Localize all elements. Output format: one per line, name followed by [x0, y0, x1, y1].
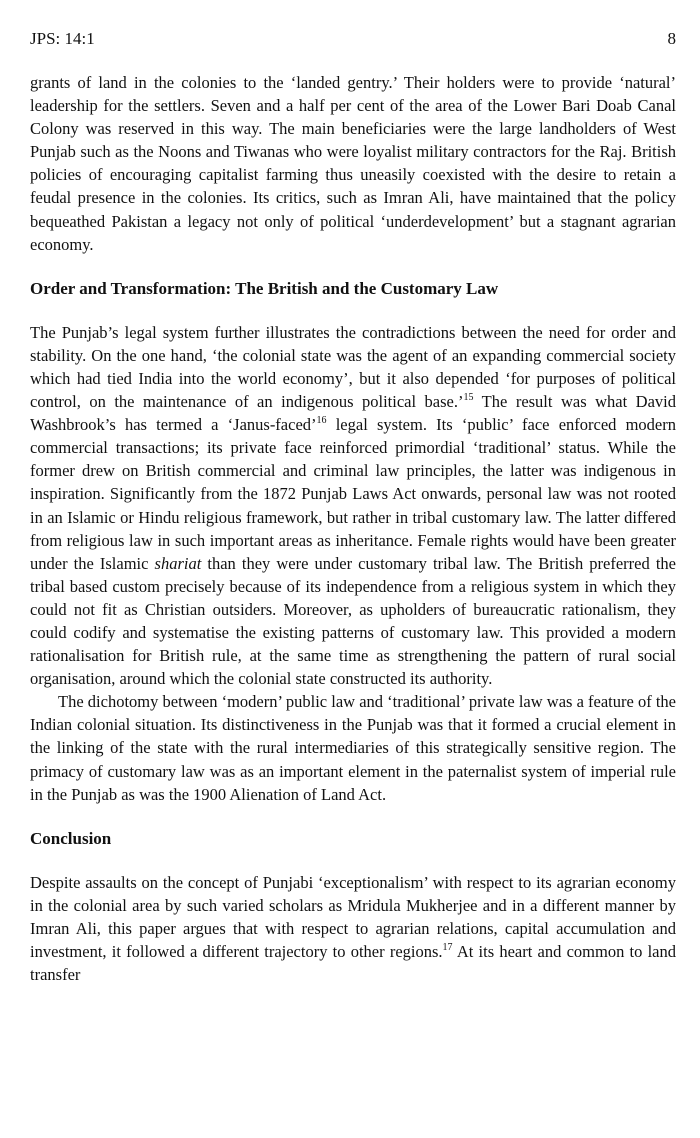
paragraph-dichotomy: The dichotomy between ‘modern’ public law and ‘traditional’ private law was a feature of the Indian colonial situation. Its distinctiveness in the Punjab was that it formed a crucial element in the linking of the state with the rural intermediaries of this strategically sensitive region. The primacy of customary law was as an important element in the paternalist system of imperial rule in the Punjab as was the 1900 Alienation of Land Act.	[30, 692, 676, 804]
page-number: 8	[667, 29, 676, 48]
text-run: legal system. Its ‘public’ face enforced modern commercial transactions; its private face reinforced primordial ‘traditional’ status. While the former drew on British commercial and criminal law principles, the latter was indigenous in inspiration. Significantly from the 1872 Punjab Laws Act onwards, personal law was not rooted in an Islamic or Hindu religious framework, but rather in tribal customary law. The latter differed from religious law in such important areas as inheritance. Female rights would have been greater under the Islamic	[30, 415, 677, 573]
paragraph-land-grants: grants of land in the colonies to the ‘landed gentry.’ Their holders were to provide ‘natural’ leadership for the settlers. Seven and a half per cent of the area of the Lower Bari Doab Canal Colony was reserved in this way. The main beneficiaries were the large landholders of West Punjab such as the Noons and Tiwanas who were loyalist military contractors for the Raj. British policies of encouraging capitalist farming thus uneasily coexisted with the desire to retain a feudal presence in the colonies. Its critics, such as Imran Ali, have maintained that the policy bequeathed Pakistan a legacy not only of political ‘underdevelopment’ but a stagnant agrarian economy.	[30, 73, 676, 254]
text-run: At its heart and common to land transfer	[30, 942, 676, 985]
running-header	[30, 28, 676, 50]
section-heading-conclusion: Conclusion	[30, 828, 112, 848]
document-page	[30, 28, 676, 986]
section-heading-customary-law: Order and Transformation: The British and the Customary Law	[30, 278, 499, 298]
text-run: Despite assaults on the concept of Punjabi ‘exceptionalism’ with respect to its agrarian economy in the colonial area by such varied scholars as Mridula Mukherjee and in a different manner by Imran Ali, this paper argues that with respect to agrarian relations, capital accumulation and investment, it followed a different trajectory to other regions.	[30, 872, 676, 961]
footnote-ref-16[interactable]: 16	[316, 415, 327, 427]
paragraph-conclusion	[30, 871, 676, 986]
journal-citation: JPS: 14:1	[30, 29, 95, 48]
footnote-ref-17[interactable]: 17	[442, 942, 453, 953]
text-run: The Punjab’s legal system further illustrates the contradictions between the need for order and stability. On the one hand, ‘the colonial state was the agent of an expanding commercial society which had tied India into the world economy’, but it also depended ‘for purposes of political control, on the maintenance of an indigenous political base.’	[30, 322, 676, 412]
text-run: The result was what David Washbrook’s has termed a ‘Janus-faced’	[30, 392, 676, 435]
footnote-ref-15[interactable]: 15	[463, 392, 474, 404]
paragraph-legal-system	[30, 321, 676, 691]
italic-term-shariat: shariat	[154, 553, 202, 573]
text-run: than they were under customary tribal law. The British preferred the tribal based custom precisely because of its independence from a religious system in which they could not fit as Christian outsiders. Moreover, as upholders of bureaucratic rationalism, they could codify and systematise the existing patterns of customary law. This provided a modern rationalisation for British rule, at the same time as strengthening the pattern of rural social organisation, around which the colonial state constructed its authority.	[30, 553, 676, 689]
